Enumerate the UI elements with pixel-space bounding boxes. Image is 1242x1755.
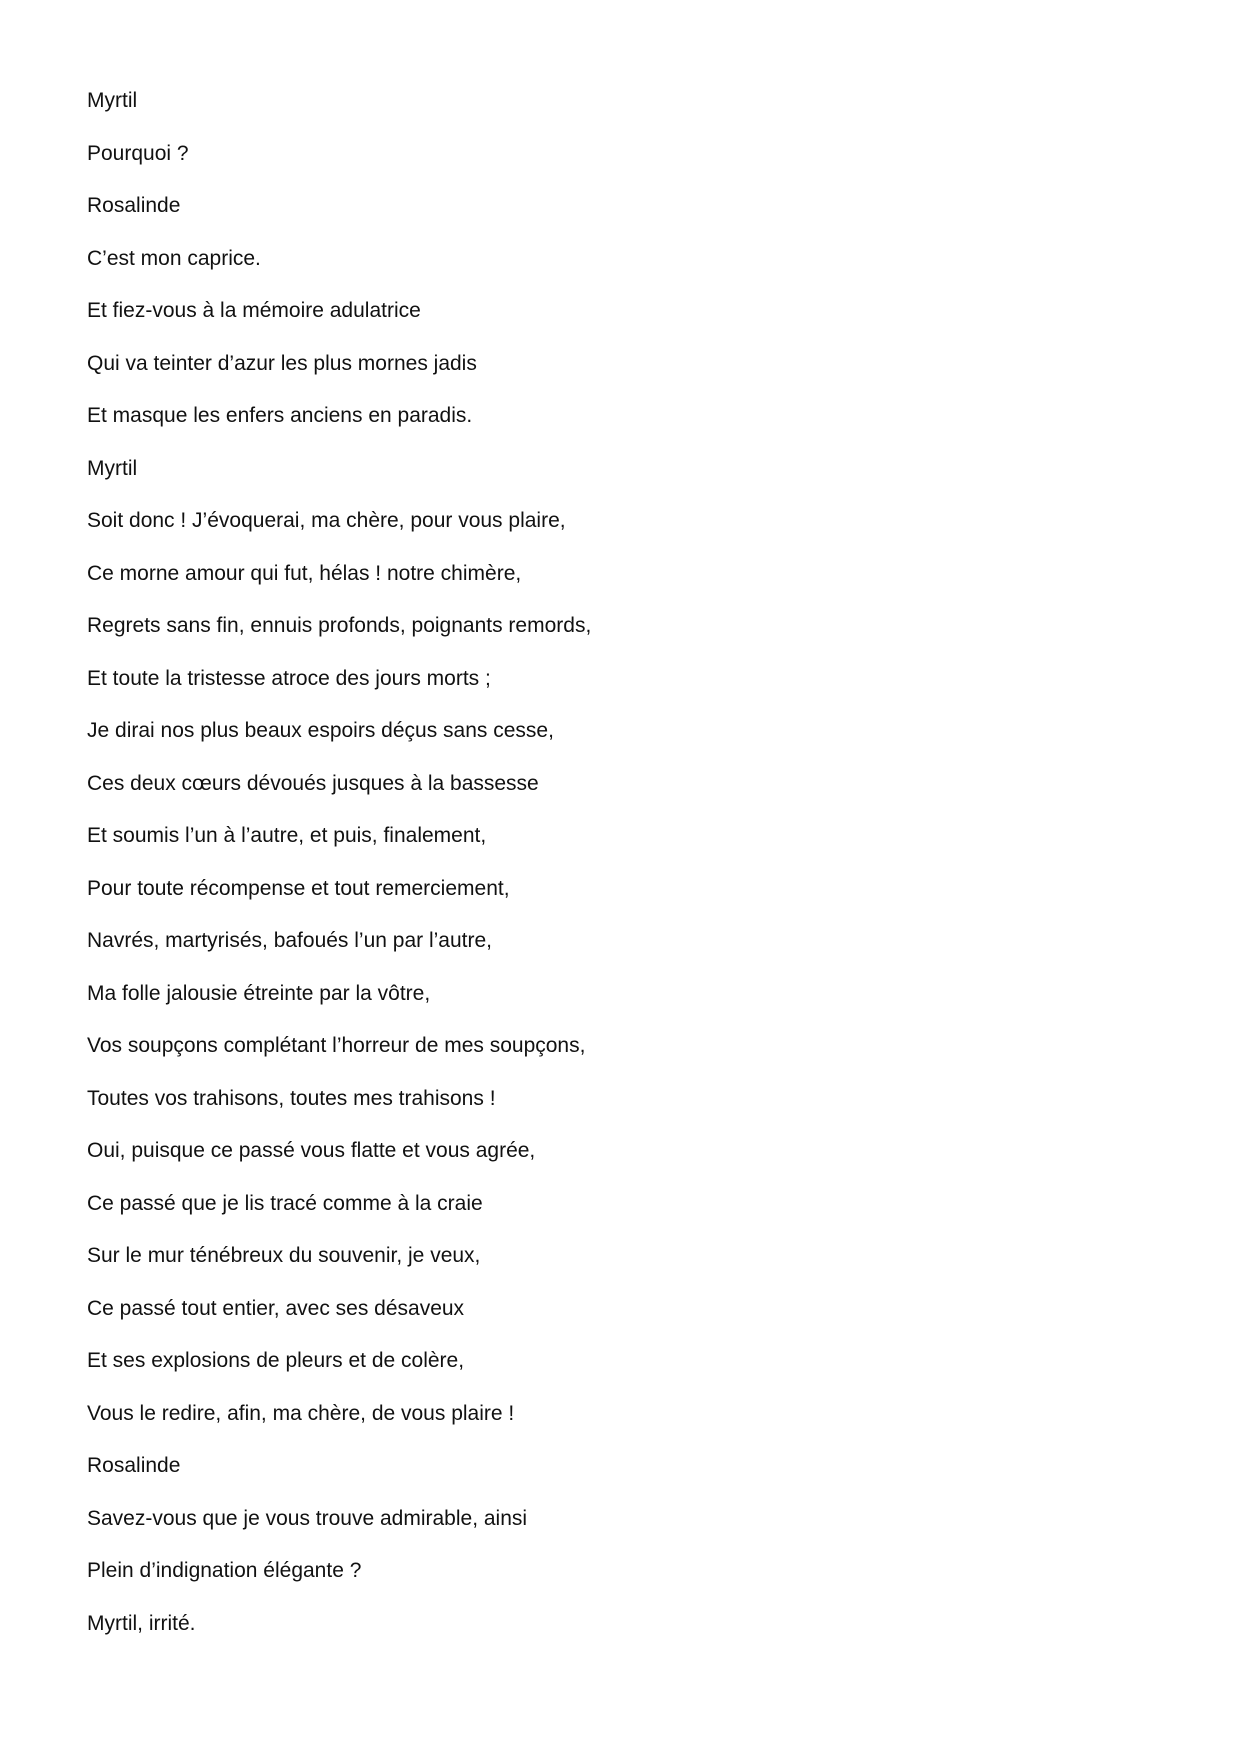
text-body xyxy=(87,88,591,1663)
verse-line: Et soumis l’un à l’autre, et puis, finalement, xyxy=(87,824,487,847)
speaker-name: Myrtil xyxy=(87,456,138,480)
speaker-name: Myrtil, irrité. xyxy=(87,1611,196,1635)
speaker-name: Myrtil xyxy=(87,89,138,112)
verse-line: Toutes vos trahisons, toutes mes trahisons ! xyxy=(87,1086,496,1110)
verse-line: Ce passé que je lis tracé comme à la craie xyxy=(87,1191,483,1215)
verse-line: Pour toute récompense et tout remerciement, xyxy=(87,876,510,900)
verse-line: Plein d’indignation élégante ? xyxy=(87,1559,362,1582)
verse-line: Savez-vous que je vous trouve admirable, ainsi xyxy=(87,1506,528,1530)
verse-line: Pourquoi ? xyxy=(87,141,189,165)
verse-line: Et toute la tristesse atroce des jours morts ; xyxy=(87,666,491,690)
verse-line: Et fiez-vous à la mémoire adulatrice xyxy=(87,299,421,322)
verse-line: Sur le mur ténébreux du souvenir, je veux, xyxy=(87,1244,481,1267)
verse-line: Ma folle jalousie étreinte par la vôtre, xyxy=(87,981,431,1005)
speaker-name: Rosalinde xyxy=(87,194,181,217)
verse-line: Ce passé tout entier, avec ses désaveux xyxy=(87,1296,465,1320)
verse-line: Ces deux cœurs dévoués jusques à la bassesse xyxy=(87,771,539,795)
verse-line: Qui va teinter d’azur les plus mornes jadis xyxy=(87,351,477,375)
verse-line: Navrés, martyrisés, bafoués l’un par l’autre, xyxy=(87,929,492,952)
verse-line: Vous le redire, afin, ma chère, de vous plaire ! xyxy=(87,1401,515,1425)
verse-line: Et ses explosions de pleurs et de colère, xyxy=(87,1349,465,1372)
verse-line: Regrets sans fin, ennuis profonds, poignants remords, xyxy=(87,614,592,637)
speaker-name: Rosalinde xyxy=(87,1454,181,1477)
verse-line: C’est mon caprice. xyxy=(87,246,261,270)
verse-line: Vos soupçons complétant l’horreur de mes soupçons, xyxy=(87,1034,586,1057)
verse-line: Et masque les enfers anciens en paradis. xyxy=(87,404,473,427)
verse-line: Soit donc ! J’évoquerai, ma chère, pour vous plaire, xyxy=(87,509,566,532)
verse-line: Ce morne amour qui fut, hélas ! notre chimère, xyxy=(87,561,522,585)
verse-line: Je dirai nos plus beaux espoirs déçus sans cesse, xyxy=(87,719,554,742)
verse-line: Oui, puisque ce passé vous flatte et vous agrée, xyxy=(87,1139,536,1162)
